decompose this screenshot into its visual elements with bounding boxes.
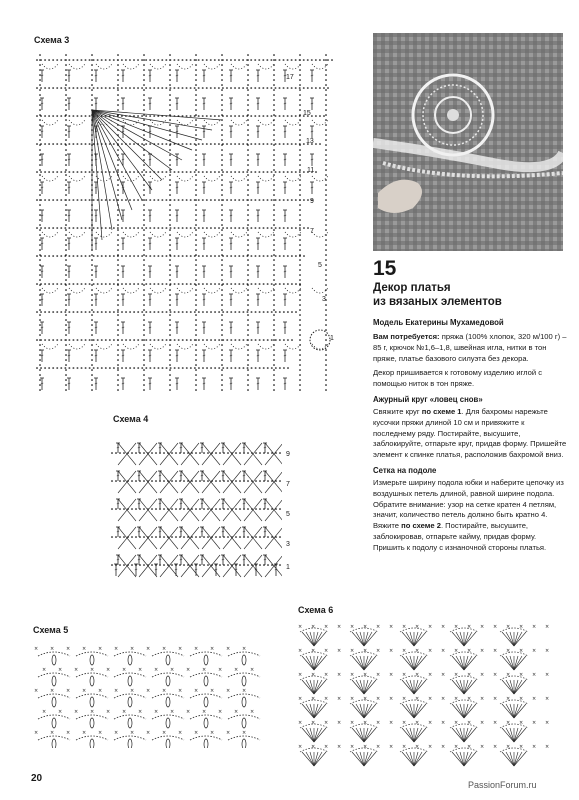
materials-paragraph xyxy=(373,332,569,364)
svg-text:×: × xyxy=(519,624,524,630)
svg-text:×: × xyxy=(74,709,79,715)
dress-photo-graphic xyxy=(373,33,563,251)
svg-text:×: × xyxy=(114,730,119,736)
svg-text:×: × xyxy=(350,672,355,678)
svg-text:×: × xyxy=(454,624,459,630)
svg-text:×: × xyxy=(428,624,433,630)
section-1-title: Ажурный круг «ловец снов» xyxy=(373,394,483,404)
scheme-3-row-9: 9 xyxy=(310,198,314,205)
svg-text:×: × xyxy=(350,720,355,726)
section-2-text xyxy=(373,478,569,554)
svg-text:×: × xyxy=(519,696,524,702)
section-1-text-a: Свяжите круг xyxy=(373,406,422,416)
svg-text:×: × xyxy=(186,709,191,715)
svg-text:×: × xyxy=(194,730,199,736)
svg-text:×: × xyxy=(122,667,127,673)
article-number: 15 xyxy=(373,257,397,280)
svg-text:×: × xyxy=(58,709,63,715)
scheme-4-row-7: 7 xyxy=(286,481,290,488)
scheme-4-row-9: 9 xyxy=(286,451,290,458)
svg-text:×: × xyxy=(146,688,151,694)
section-1-text xyxy=(373,407,569,461)
scheme-3-row-1: 1 xyxy=(330,335,334,342)
svg-text:×: × xyxy=(545,624,550,630)
svg-text:×: × xyxy=(298,696,303,702)
watermark: PassionForum.ru xyxy=(468,780,537,790)
scheme-4-row-5: 5 xyxy=(286,511,290,518)
scheme-3-row-7: 7 xyxy=(310,228,314,235)
svg-text:×: × xyxy=(202,709,207,715)
svg-text:×: × xyxy=(324,624,329,630)
article-author: Модель Екатерины Мухамедовой xyxy=(373,318,504,327)
svg-text:×: × xyxy=(178,730,183,736)
svg-text:×: × xyxy=(402,744,407,750)
svg-text:×: × xyxy=(130,730,135,736)
svg-text:×: × xyxy=(66,730,71,736)
svg-text:×: × xyxy=(545,648,550,654)
scheme-3-row-15: 15 xyxy=(303,110,311,117)
svg-text:×: × xyxy=(324,672,329,678)
svg-text:×: × xyxy=(178,688,183,694)
svg-text:×: × xyxy=(454,744,459,750)
svg-text:×: × xyxy=(337,744,342,750)
svg-text:×: × xyxy=(415,720,420,726)
section-2-bold: по схеме 2 xyxy=(401,521,441,531)
svg-text:×: × xyxy=(210,688,215,694)
svg-text:×: × xyxy=(493,648,498,654)
svg-text:×: × xyxy=(114,688,119,694)
scheme-3-title: Схема 3 xyxy=(34,35,70,45)
page-number: 20 xyxy=(31,773,43,784)
svg-text:×: × xyxy=(50,688,55,694)
svg-text:×: × xyxy=(337,696,342,702)
svg-text:×: × xyxy=(467,696,472,702)
svg-text:×: × xyxy=(428,696,433,702)
svg-text:×: × xyxy=(415,648,420,654)
svg-text:×: × xyxy=(506,648,511,654)
svg-text:×: × xyxy=(146,730,151,736)
svg-text:×: × xyxy=(34,730,39,736)
svg-text:×: × xyxy=(114,646,119,652)
svg-text:×: × xyxy=(50,646,55,652)
svg-text:×: × xyxy=(34,646,39,652)
svg-text:×: × xyxy=(311,672,316,678)
svg-text:×: × xyxy=(98,646,103,652)
svg-text:×: × xyxy=(363,624,368,630)
materials-label: Вам потребуется: xyxy=(373,332,440,341)
section-2-text-b: . Постирайте, высушите, заблокировав, отпарьте кайму, придав форму. Пришить к подолу с изнаночной стороны платья. xyxy=(373,521,547,552)
svg-text:×: × xyxy=(415,624,420,630)
svg-text:×: × xyxy=(389,696,394,702)
svg-text:×: × xyxy=(519,720,524,726)
svg-text:×: × xyxy=(337,720,342,726)
svg-text:×: × xyxy=(242,646,247,652)
svg-text:×: × xyxy=(441,720,446,726)
section-1-bold: по схеме 1 xyxy=(421,406,462,416)
svg-text:×: × xyxy=(428,744,433,750)
svg-text:×: × xyxy=(154,667,159,673)
svg-text:×: × xyxy=(363,696,368,702)
svg-text:×: × xyxy=(532,672,537,678)
svg-text:×: × xyxy=(480,648,485,654)
section-2-text-a: Измерьте ширину подола юбки и наберите цепочку из воздушных петель длиной, равной ширине подола. Обратите внимание: узор на сетке кратен 4 петлям, значит, количество петель должно быть кратно 4. Вяжите xyxy=(373,477,564,531)
svg-text:×: × xyxy=(493,720,498,726)
svg-text:×: × xyxy=(506,720,511,726)
svg-text:×: × xyxy=(506,624,511,630)
svg-text:×: × xyxy=(350,624,355,630)
svg-text:×: × xyxy=(493,744,498,750)
svg-text:×: × xyxy=(532,624,537,630)
svg-text:×: × xyxy=(350,696,355,702)
svg-text:×: × xyxy=(480,624,485,630)
intro-paragraph: Декор пришивается к готовому изделию иглой с помощью ниток в тон пряже. xyxy=(373,368,543,389)
svg-text:×: × xyxy=(298,744,303,750)
svg-text:×: × xyxy=(324,696,329,702)
svg-text:×: × xyxy=(58,667,63,673)
scheme-3-graphic xyxy=(32,50,350,400)
svg-text:×: × xyxy=(138,667,143,673)
svg-text:×: × xyxy=(42,667,47,673)
article xyxy=(373,258,569,554)
svg-text:×: × xyxy=(82,646,87,652)
article-title-line2: из вязаных элементов xyxy=(373,296,502,308)
svg-text:×: × xyxy=(402,720,407,726)
svg-text:×: × xyxy=(66,688,71,694)
svg-text:×: × xyxy=(532,720,537,726)
svg-text:×: × xyxy=(186,667,191,673)
svg-text:×: × xyxy=(402,624,407,630)
svg-text:×: × xyxy=(311,624,316,630)
svg-text:×: × xyxy=(441,744,446,750)
svg-text:×: × xyxy=(376,648,381,654)
svg-text:×: × xyxy=(480,696,485,702)
scheme-3-chart xyxy=(32,50,350,400)
svg-text:×: × xyxy=(122,709,127,715)
svg-text:×: × xyxy=(202,667,207,673)
svg-text:×: × xyxy=(234,667,239,673)
scheme-6-graphic xyxy=(294,618,556,770)
svg-text:×: × xyxy=(337,624,342,630)
svg-text:×: × xyxy=(376,624,381,630)
svg-text:×: × xyxy=(467,624,472,630)
scheme-3-row-5: 5 xyxy=(318,262,322,269)
svg-text:×: × xyxy=(74,667,79,673)
svg-text:×: × xyxy=(154,709,159,715)
svg-text:×: × xyxy=(454,720,459,726)
svg-text:×: × xyxy=(138,709,143,715)
svg-text:×: × xyxy=(298,720,303,726)
svg-text:×: × xyxy=(226,730,231,736)
scheme-5-chart xyxy=(30,638,268,748)
svg-text:×: × xyxy=(298,624,303,630)
svg-text:×: × xyxy=(106,709,111,715)
svg-text:×: × xyxy=(441,624,446,630)
section-2-title: Сетка на подоле xyxy=(373,465,437,475)
svg-text:×: × xyxy=(493,696,498,702)
svg-text:×: × xyxy=(441,696,446,702)
svg-text:×: × xyxy=(90,709,95,715)
svg-text:×: × xyxy=(170,667,175,673)
svg-text:×: × xyxy=(493,624,498,630)
svg-text:×: × xyxy=(363,720,368,726)
svg-text:×: × xyxy=(337,672,342,678)
svg-text:×: × xyxy=(82,688,87,694)
svg-text:×: × xyxy=(337,648,342,654)
svg-text:×: × xyxy=(506,744,511,750)
svg-text:×: × xyxy=(376,696,381,702)
svg-text:×: × xyxy=(441,672,446,678)
svg-text:×: × xyxy=(467,672,472,678)
svg-text:×: × xyxy=(194,688,199,694)
article-title-line1: Декор платья xyxy=(373,282,451,294)
scheme-4-chart xyxy=(110,428,282,578)
scheme-4-row-3: 3 xyxy=(286,541,290,548)
svg-text:×: × xyxy=(545,744,550,750)
svg-text:×: × xyxy=(545,696,550,702)
svg-text:×: × xyxy=(519,672,524,678)
svg-text:×: × xyxy=(350,648,355,654)
svg-text:×: × xyxy=(402,696,407,702)
svg-text:×: × xyxy=(532,696,537,702)
svg-text:×: × xyxy=(493,672,498,678)
svg-text:×: × xyxy=(480,720,485,726)
scheme-6-title: Схема 6 xyxy=(298,605,334,615)
svg-text:×: × xyxy=(162,646,167,652)
svg-text:×: × xyxy=(50,730,55,736)
svg-text:×: × xyxy=(162,688,167,694)
svg-text:×: × xyxy=(402,672,407,678)
svg-text:×: × xyxy=(389,744,394,750)
svg-text:×: × xyxy=(519,744,524,750)
svg-text:×: × xyxy=(428,720,433,726)
svg-text:×: × xyxy=(218,667,223,673)
svg-text:×: × xyxy=(162,730,167,736)
svg-text:×: × xyxy=(389,648,394,654)
svg-text:×: × xyxy=(389,720,394,726)
svg-text:×: × xyxy=(532,744,537,750)
svg-text:×: × xyxy=(532,648,537,654)
svg-text:×: × xyxy=(130,688,135,694)
svg-text:×: × xyxy=(311,648,316,654)
svg-text:×: × xyxy=(250,667,255,673)
svg-text:×: × xyxy=(545,672,550,678)
section-1-text-b: . Для бахромы нарежьте кусочки пряжи длиной 10 см и привяжите к последнему ряду. Постирайте, высушите, заблокируйте, отпарьте круг, придав форму. Пришейте элемент к спинке платья, расположив бахромой вниз. xyxy=(373,406,567,460)
svg-text:×: × xyxy=(98,730,103,736)
svg-text:×: × xyxy=(454,696,459,702)
svg-text:×: × xyxy=(66,646,71,652)
svg-text:×: × xyxy=(210,646,215,652)
svg-text:×: × xyxy=(194,646,199,652)
svg-text:×: × xyxy=(178,646,183,652)
svg-text:×: × xyxy=(350,744,355,750)
scheme-4-title: Схема 4 xyxy=(113,414,149,424)
svg-text:×: × xyxy=(311,744,316,750)
svg-text:×: × xyxy=(363,744,368,750)
svg-text:×: × xyxy=(298,648,303,654)
svg-text:×: × xyxy=(389,624,394,630)
svg-text:×: × xyxy=(415,672,420,678)
svg-text:×: × xyxy=(311,720,316,726)
svg-text:×: × xyxy=(170,709,175,715)
dress-photo xyxy=(373,33,563,251)
svg-text:×: × xyxy=(376,672,381,678)
svg-text:×: × xyxy=(98,688,103,694)
svg-text:×: × xyxy=(363,648,368,654)
scheme-5-graphic xyxy=(30,638,268,748)
svg-text:×: × xyxy=(428,672,433,678)
svg-text:×: × xyxy=(519,648,524,654)
svg-text:×: × xyxy=(376,744,381,750)
svg-text:×: × xyxy=(467,648,472,654)
svg-text:×: × xyxy=(454,672,459,678)
svg-text:×: × xyxy=(545,720,550,726)
svg-text:×: × xyxy=(226,646,231,652)
scheme-3-row-3: 3 xyxy=(322,296,326,303)
scheme-4-graphic xyxy=(110,428,282,578)
scheme-3-row-11: 11 xyxy=(307,167,315,174)
svg-text:×: × xyxy=(363,672,368,678)
svg-text:×: × xyxy=(506,696,511,702)
svg-text:×: × xyxy=(324,744,329,750)
svg-text:×: × xyxy=(428,648,433,654)
svg-text:×: × xyxy=(242,730,247,736)
scheme-5-title: Схема 5 xyxy=(33,625,69,635)
svg-text:×: × xyxy=(242,688,247,694)
svg-text:×: × xyxy=(324,648,329,654)
svg-text:×: × xyxy=(226,688,231,694)
svg-text:×: × xyxy=(311,696,316,702)
svg-text:×: × xyxy=(389,672,394,678)
svg-text:×: × xyxy=(106,667,111,673)
scheme-6-chart xyxy=(294,618,556,770)
svg-text:×: × xyxy=(34,688,39,694)
svg-text:×: × xyxy=(467,744,472,750)
svg-text:×: × xyxy=(298,672,303,678)
materials-text: пряжа (100% хлопок, 320 м/100 г) – 85 г, крючок №1,6–1,8, швейная игла, нитки в тон пряже, платье базового силуэта без декора. xyxy=(373,332,567,363)
svg-text:×: × xyxy=(480,672,485,678)
scheme-4-row-1: 1 xyxy=(286,564,290,571)
svg-text:×: × xyxy=(506,672,511,678)
svg-text:×: × xyxy=(480,744,485,750)
svg-text:×: × xyxy=(454,648,459,654)
svg-text:×: × xyxy=(42,709,47,715)
svg-text:×: × xyxy=(415,696,420,702)
svg-text:×: × xyxy=(90,667,95,673)
svg-text:×: × xyxy=(402,648,407,654)
svg-text:×: × xyxy=(324,720,329,726)
svg-text:×: × xyxy=(218,709,223,715)
svg-text:×: × xyxy=(146,646,151,652)
svg-text:×: × xyxy=(441,648,446,654)
svg-text:×: × xyxy=(376,720,381,726)
svg-text:×: × xyxy=(415,744,420,750)
svg-text:×: × xyxy=(82,730,87,736)
scheme-3-row-13: 13 xyxy=(306,138,314,145)
svg-text:×: × xyxy=(250,709,255,715)
scheme-3-row-17: 17 xyxy=(286,74,294,81)
svg-text:×: × xyxy=(467,720,472,726)
svg-text:×: × xyxy=(130,646,135,652)
svg-text:×: × xyxy=(234,709,239,715)
svg-text:×: × xyxy=(210,730,215,736)
